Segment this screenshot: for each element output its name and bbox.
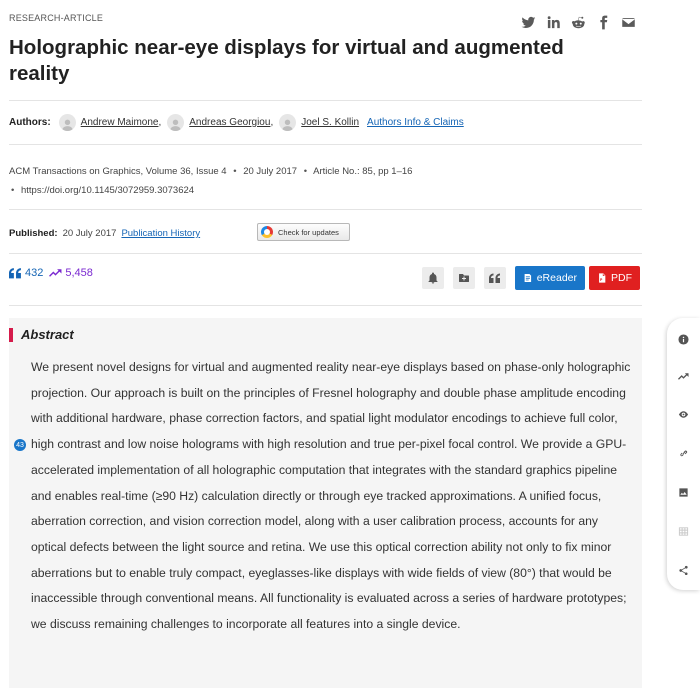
ereader-label: eReader (536, 272, 577, 284)
add-to-binder-button[interactable] (453, 267, 475, 289)
reddit-icon[interactable] (570, 14, 587, 31)
check-for-updates-label: Check for updates (278, 227, 339, 237)
email-icon[interactable] (620, 14, 637, 31)
divider (9, 209, 642, 210)
pdf-file-icon (597, 272, 607, 284)
author-item[interactable]: Andrew Maimone , (59, 114, 162, 131)
abstract-section (9, 318, 642, 688)
tables-grid-icon[interactable] (676, 524, 690, 538)
downloads-count: 5,458 (65, 267, 93, 279)
published-row (9, 228, 200, 239)
twitter-icon[interactable] (520, 14, 537, 31)
pdf-label: PDF (611, 272, 632, 284)
article-title: Holographic near-eye displays for virtual and augmented reality (9, 36, 564, 85)
author-name[interactable]: Andreas Georgiou (189, 117, 271, 128)
author-item[interactable]: Andreas Georgiou , (167, 114, 273, 131)
published-label: Published: (9, 228, 58, 239)
ereader-icon (523, 272, 533, 284)
abstract-accent-bar (9, 328, 13, 342)
share-icon[interactable] (676, 563, 690, 577)
avatar (279, 114, 296, 131)
divider (9, 144, 642, 145)
authors-row (9, 114, 464, 131)
citations-count: 432 (25, 267, 44, 279)
metrics-trend-icon[interactable] (676, 369, 690, 383)
linkedin-icon[interactable] (545, 14, 562, 31)
divider (9, 305, 642, 306)
author-name[interactable]: Andrew Maimone (80, 117, 159, 128)
authors-label: Authors: (9, 117, 51, 128)
bell-icon (427, 272, 439, 284)
author-item[interactable] (279, 114, 359, 131)
abstract-text: We present novel designs for virtual and augmented reality near-eye displays based on phase-only holographic projection. Our approach is built on the principles of Fresnel holography and double phase amplitude encoding with additional hardware, phase correction factors, and spatial light modulator encodings to achieve full color, high contrast and low noise holograms with high resolution and true per-pixel focal control. We provide a GPU-accelerated implementation of all holographic computation that integrates with the standard graphics pipeline and enables real-time (≥90 Hz) calculation directly or through eye tracked approximations. A unified focus, aberration correction, and vision correction model, along with a user calibration process, accounts for any optical defects between the light source and retina. We use this optical correction ability not only to fix minor aberrations but to enable truly compact, eyeglasses-like displays with wide fields of view (80°) that would be inaccessible through conventional means. All functionality is evaluated across a series of hardware prototypes; we discuss remaining challenges to incorporate all features into a single device. (31, 360, 631, 632)
doi-link[interactable]: https://doi.org/10.1145/3072959.3073624 (20, 185, 195, 196)
article-number: Article No.: 85, pp 1–16 (313, 166, 413, 177)
info-icon[interactable] (676, 332, 690, 346)
ereader-button[interactable] (515, 266, 585, 290)
published-date: 20 July 2017 (62, 228, 117, 239)
article-type-label: RESEARCH-ARTICLE (9, 13, 104, 23)
volume-link[interactable]: Volume 36, Issue 4 (145, 166, 227, 177)
metrics-row (9, 267, 99, 279)
facebook-icon[interactable] (595, 14, 612, 31)
citation-block: ACM Transactions on Graphics, Volume 36, Issue 4 • 20 July 2017 • Article No.: 85, pp 1–16 • https://doi.org/10.1145/3072959.3073624 (9, 166, 413, 196)
references-link-icon[interactable] (676, 446, 690, 460)
quote-icon (9, 267, 22, 279)
journal-link[interactable]: ACM Transactions on Graphics (9, 166, 141, 177)
view-icon[interactable] (676, 407, 690, 421)
author-name[interactable]: Joel S. Kollin (301, 117, 360, 128)
article-actions (413, 266, 640, 290)
issue-date: 20 July 2017 (243, 166, 298, 177)
references-count-badge: 43 (14, 439, 26, 451)
side-rail (667, 318, 700, 590)
avatar (59, 114, 76, 131)
avatar (167, 114, 184, 131)
divider (9, 100, 642, 101)
share-bar (520, 14, 637, 31)
trend-icon (49, 267, 62, 279)
check-for-updates-button[interactable] (257, 223, 350, 241)
figures-image-icon[interactable] (676, 485, 690, 499)
abstract-heading: Abstract (21, 327, 74, 342)
cite-button[interactable] (484, 267, 506, 289)
alert-button[interactable] (422, 267, 444, 289)
abstract-header (9, 327, 74, 342)
divider (9, 253, 642, 254)
quote-icon (489, 272, 501, 284)
downloads-metric[interactable] (49, 267, 93, 279)
authors-info-link[interactable]: Authors Info & Claims (367, 117, 464, 128)
folder-add-icon (458, 272, 470, 284)
pdf-button[interactable] (589, 266, 640, 290)
crossmark-icon (261, 226, 273, 238)
publication-history-link[interactable]: Publication History (121, 228, 201, 239)
citations-metric[interactable] (9, 267, 43, 279)
